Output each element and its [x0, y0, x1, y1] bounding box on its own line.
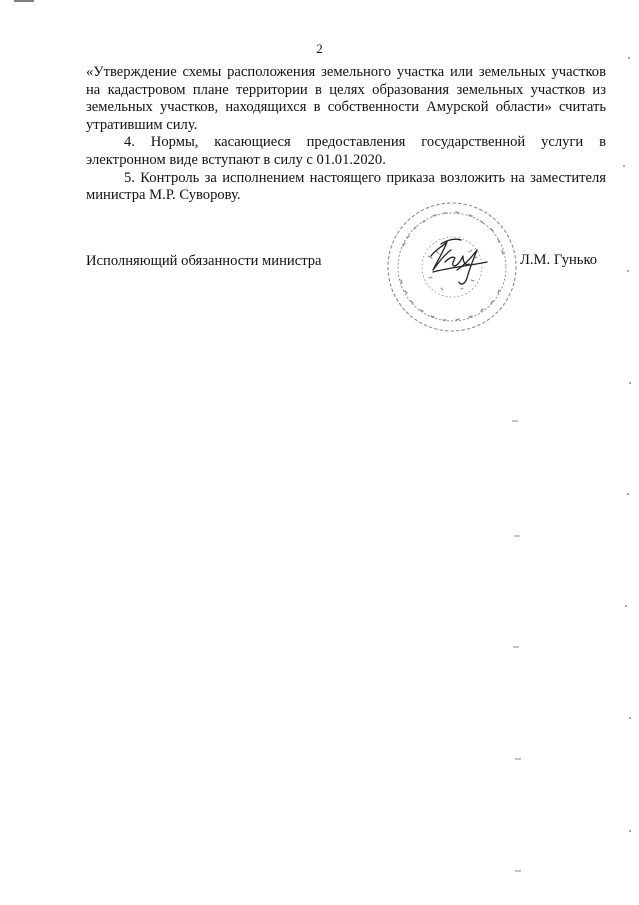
paragraph-continuation: «Утверждение схемы расположения земельного участка или земельных участков на кадастровом плане территории в целях образования земельных участков из земельных участков, находящихся в собственности Амурской области» считать утратившим силу. [86, 64, 606, 133]
page-number: 2 [316, 41, 323, 56]
signer-name: Л.М. Гунько [520, 252, 598, 268]
paragraph-item-5: 5. Контроль за исполнением настоящего приказа возложить на заместителя министра М.Р. Суворову. [86, 169, 606, 204]
document-body [86, 64, 606, 205]
signature-block [86, 252, 606, 274]
signer-position: Исполняющий обязанности министра [86, 253, 322, 269]
paragraph-item-4: 4. Нормы, касающиеся предоставления государственной услуги в электронном виде вступают в силу с 01.01.2020. [86, 134, 606, 168]
